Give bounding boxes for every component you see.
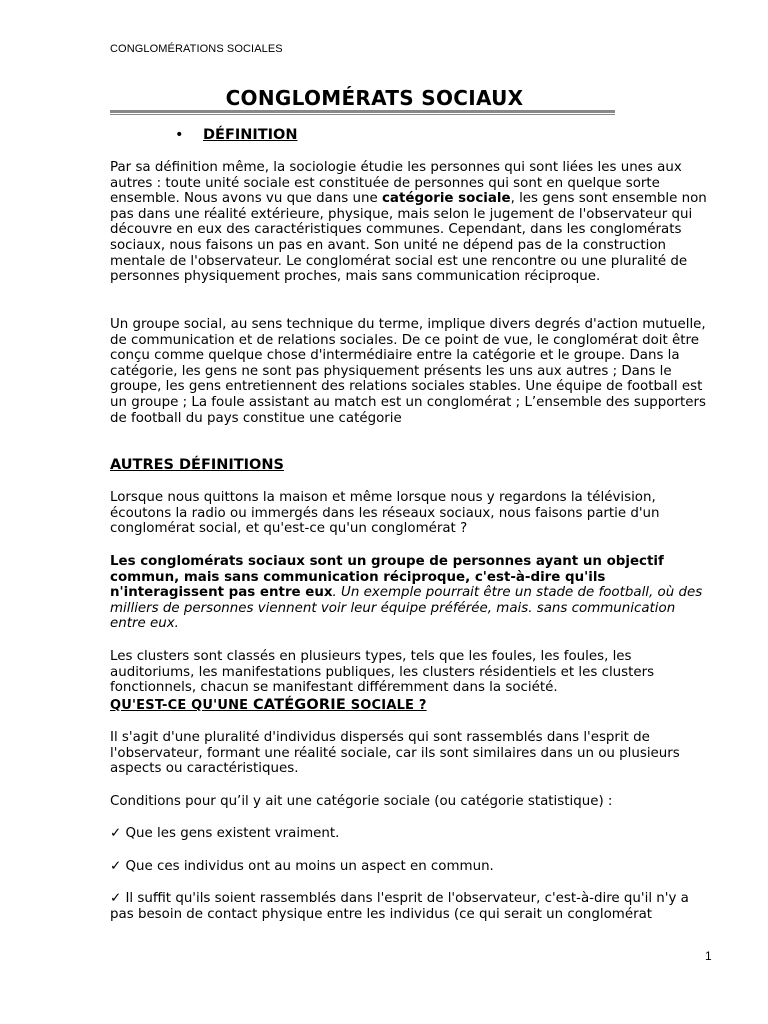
title-underline bbox=[110, 110, 615, 115]
paragraph-text: Lorsque nous quittons la maison et même lorsque nous y regardons la télévision, écoutons la radio ou immergés dans les réseaux sociaux, nous faisons partie d'un conglomérat social, et qu'est-ce qu'un conglomérat ? bbox=[110, 490, 660, 537]
title-block bbox=[110, 86, 615, 115]
heading-text: SOCIALE ? bbox=[346, 698, 427, 713]
paragraph-text: Par sa définition même, la sociologie étudie les personnes qui sont liées les unes aux autres : toute unité sociale est constituée de personnes qui sont en quelque sorte ensemble. Nous avons vu que dans une bbox=[110, 160, 682, 207]
page-number: 1 bbox=[705, 949, 712, 963]
definition-heading bbox=[175, 127, 298, 143]
paragraph-text: Un groupe social, au sens technique du terme, implique divers degrés d'action mutuelle, de communication et de relations sociales. De ce point de vue, le conglomérat doit être conçu comme quelque chose d'intermédiaire entre la catégorie et le groupe. Dans la catégorie, les gens ne sont pas physiquement présents les uns aux autres ; Dans le groupe, les gens entretiennent des relations sociales stables. Une équipe de football est un groupe ; La foule assistant au match est un conglomérat ; L’ensemble des supporters de football du pays constitue une catégorie bbox=[110, 317, 706, 426]
conditions-intro bbox=[110, 794, 710, 810]
paragraph-text: Il s'agit d'une pluralité d'individus dispersés qui sont rassemblés dans l'esprit de l'observateur, formant une réalité sociale, car ils sont similaires dans un ou plusieurs aspects ou caractéristiques. bbox=[110, 730, 680, 777]
other-definitions-paragraph-2 bbox=[110, 554, 710, 632]
definition-paragraph-2 bbox=[110, 317, 710, 426]
definition-paragraph-1 bbox=[110, 160, 710, 285]
definition-heading-text: DÉFINITION bbox=[203, 127, 298, 143]
paragraph-text: Conditions pour qu’il y ait une catégorie sociale (ou catégorie statistique) : bbox=[110, 794, 613, 809]
bold-statement: Les conglomérats sociaux sont un groupe de personnes ayant un objectif commun, mais sans communication réciproque, c'est-à-dire qu'ils n'interagissent pas entre eux bbox=[110, 554, 664, 601]
bold-term: catégorie sociale bbox=[381, 191, 511, 207]
heading-text: QU'EST-CE QU'UNE bbox=[110, 698, 253, 713]
social-category-paragraph-1 bbox=[110, 730, 710, 777]
bullet-icon: • bbox=[175, 127, 184, 143]
running-header: CONGLOMÉRATIONS SOCIALES bbox=[110, 43, 283, 55]
condition-text: ✓ Il suffit qu'ils soient rassemblés dans l'esprit de l'observateur, c'est-à-dire qu'il n'y a pas besoin de contact physique entre les individus (ce qui serait un conglomérat bbox=[110, 891, 689, 922]
condition-item-1 bbox=[110, 826, 710, 842]
heading-text: CATÉGORIE bbox=[252, 697, 346, 713]
other-definitions-heading: AUTRES DÉFINITIONS bbox=[110, 457, 284, 473]
condition-text: ✓ Que ces individus ont au moins un aspect en commun. bbox=[110, 859, 494, 874]
paragraph-text: , les gens sont ensemble non pas dans une réalité extérieure, physique, mais selon le jugement de l'observateur qui découvre en eux des caractéristiques communes. Cependant, dans les conglomérats sociaux, nous faisons un pas en avant. Son unité ne dépend pas de la construction mentale de l'observateur. Le conglomérat social est une rencontre ou une pluralité de personnes physiquement proches, mais sans communication réciproque. bbox=[110, 191, 707, 285]
other-definitions-paragraph-1 bbox=[110, 490, 710, 537]
italic-example: . Un exemple pourrait être un stade de football, où des milliers de personnes viennent voir leur équipe préférée, mais. sans communication entre eux. bbox=[110, 585, 703, 632]
other-definitions-paragraph-3 bbox=[110, 649, 710, 696]
page-title: CONGLOMÉRATS SOCIAUX bbox=[225, 86, 524, 110]
condition-item-3 bbox=[110, 891, 710, 922]
paragraph-text: Les clusters sont classés en plusieurs types, tels que les foules, les foules, les auditoriums, les manifestations publiques, les clusters résidentiels et les clusters fonctionnels, chacun se manifestant différemment dans la société. bbox=[110, 649, 655, 696]
condition-item-2 bbox=[110, 859, 710, 875]
social-category-heading bbox=[110, 697, 427, 713]
condition-text: ✓ Que les gens existent vraiment. bbox=[110, 826, 340, 841]
